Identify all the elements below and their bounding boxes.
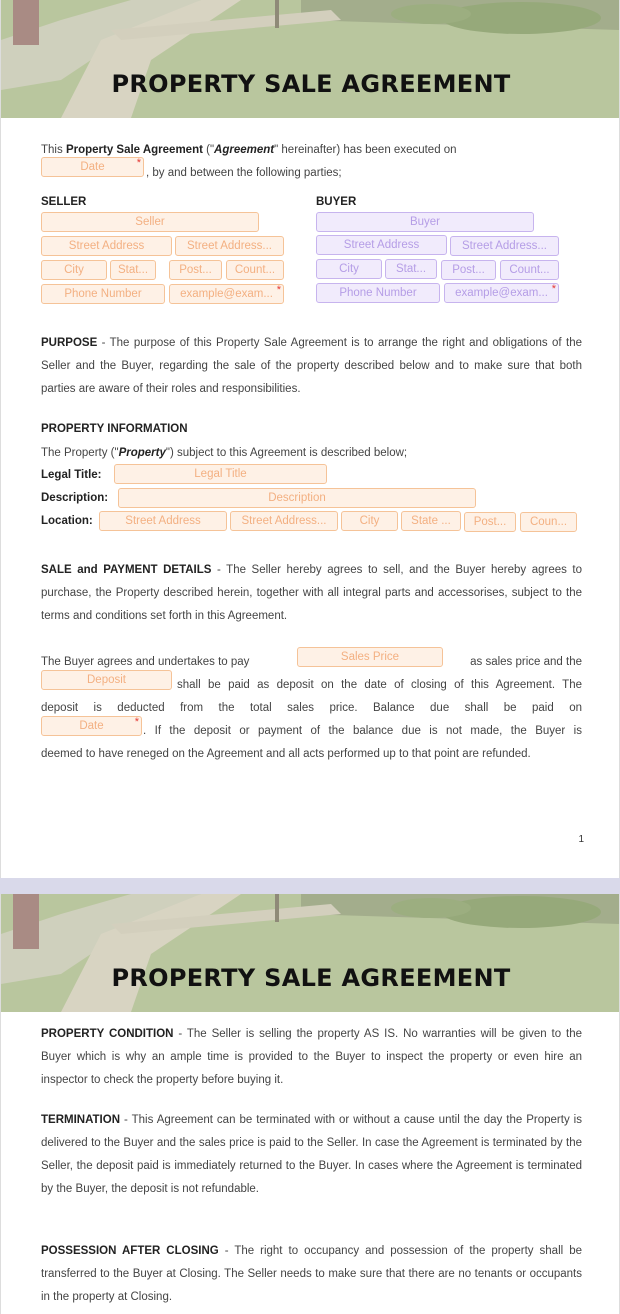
condition-heading: PROPERTY CONDITION [41, 1028, 174, 1040]
document-page-2 [0, 894, 620, 1314]
buyer-city-field[interactable]: City [316, 259, 382, 279]
location-label: Location: [41, 515, 93, 527]
possession-heading: POSSESSION AFTER CLOSING [41, 1245, 219, 1257]
intro-paragraph: This Property Sale Agreement ("Agreement" hereinafter) has been executed on , by and between the following parties; [41, 139, 582, 185]
header-banner [1, 0, 620, 118]
buyer-street2-field[interactable]: Street Address... [450, 236, 559, 256]
location-postal-field[interactable]: Post... [464, 512, 516, 532]
sale-payment-paragraph: SALE and PAYMENT DETAILS - The Seller hereby agrees to sell, and the Buyer hereby agrees to purchase, the Property described herein, together with all integral parts and accessorises, subject to the terms and conditions set forth in this Agreement. [41, 564, 583, 622]
buyer-phone-field[interactable]: Phone Number [316, 283, 440, 303]
legal-title-field[interactable]: Legal Title [114, 464, 327, 484]
seller-postal-field[interactable]: Post... [169, 260, 222, 280]
legal-title-label: Legal Title: [41, 469, 102, 481]
agreement-date-field[interactable]: Date * [41, 157, 144, 177]
deposit-field[interactable]: Deposit [41, 670, 172, 690]
document-title-2: PROPERTY SALE AGREEMENT [111, 964, 511, 992]
header-banner-2 [1, 894, 620, 1012]
buyer-heading: BUYER [316, 196, 357, 208]
location-state-field[interactable]: State ... [401, 511, 461, 531]
sales-price-field[interactable]: Sales Price [297, 647, 443, 667]
description-field[interactable]: Description [118, 488, 476, 508]
buyer-email-field[interactable]: example@exam... * [444, 283, 559, 303]
seller-phone-field[interactable]: Phone Number [41, 284, 165, 304]
payment-terms-paragraph: The Buyer agrees and undertakes to pay as sales price and the shall be paid as deposit on the date of closing of this Agreement. The deposit is deducted from the total sales price. Balance due shall be paid on . If the deposit or payment of the balance due is not made, the Buyer is deemed to have reneged on the Agreement and all acts performed up to that point are refunded. [41, 656, 582, 760]
purpose-paragraph: PURPOSE - The purpose of this Property Sale Agreement is to arrange the right and obligations of the Seller and the Buyer, regarding the sale of the property described below and to make sure that both parties are aware of their roles and responsibilities. [41, 337, 582, 395]
seller-heading: SELLER [41, 196, 87, 208]
intro-after-date: , by and between the following parties; [146, 167, 342, 179]
termination-paragraph: TERMINATION - This Agreement can be terminated with or without a cause until the day the Property is delivered to the Buyer and the sales price is paid to the Seller. In case the Agreement is terminated by the Seller, the deposit paid is immediately returned to the Buyer. In cases where the Agreement is terminated by the Buyer, the deposit is not refundable. [41, 1114, 582, 1195]
seller-street2-field[interactable]: Street Address... [175, 236, 284, 256]
description-label: Description: [41, 492, 109, 504]
seller-street-field[interactable]: Street Address [41, 236, 172, 256]
balance-date-field[interactable]: Date * [41, 716, 142, 736]
seller-email-field[interactable]: example@exam... * [169, 284, 284, 304]
seller-country-field[interactable]: Count... [226, 260, 284, 280]
seller-name-field[interactable]: Seller [41, 212, 259, 232]
buyer-state-field[interactable]: Stat... [385, 259, 437, 279]
lawn-photo [1, 0, 620, 118]
condition-paragraph: PROPERTY CONDITION - The Seller is selling the property AS IS. No warranties will be given to the Buyer which is why an ample time is provided to the Buyer to inspect the property or even hire an inspector to check the property before buying it. [41, 1028, 583, 1086]
seller-state-field[interactable]: Stat... [110, 260, 156, 280]
sale-payment-heading: SALE and PAYMENT DETAILS [41, 564, 212, 576]
buyer-street-field[interactable]: Street Address [316, 235, 447, 255]
location-street-field[interactable]: Street Address [99, 511, 227, 531]
buyer-country-field[interactable]: Count... [500, 260, 559, 280]
property-info-heading: PROPERTY INFORMATION [41, 423, 188, 435]
purpose-heading: PURPOSE [41, 337, 98, 349]
seller-city-field[interactable]: City [41, 260, 107, 280]
buyer-name-field[interactable]: Buyer [316, 212, 534, 232]
document-title: PROPERTY SALE AGREEMENT [111, 70, 511, 98]
location-street2-field[interactable]: Street Address... [230, 511, 338, 531]
lawn-photo-2 [1, 894, 620, 1012]
page-separator [0, 878, 620, 894]
buyer-postal-field[interactable]: Post... [441, 260, 496, 280]
termination-heading: TERMINATION [41, 1114, 121, 1126]
possession-paragraph: POSSESSION AFTER CLOSING - The right to occupancy and possession of the property shall be transferred to the Buyer at Closing. The Seller needs to make sure that there are no tenants or occupants in the property at Closing. [41, 1245, 582, 1303]
location-city-field[interactable]: City [341, 511, 398, 531]
location-country-field[interactable]: Coun... [520, 512, 577, 532]
property-intro: The Property ("Property") subject to this Agreement is described below; [41, 447, 408, 459]
page-number: 1 [578, 834, 584, 845]
